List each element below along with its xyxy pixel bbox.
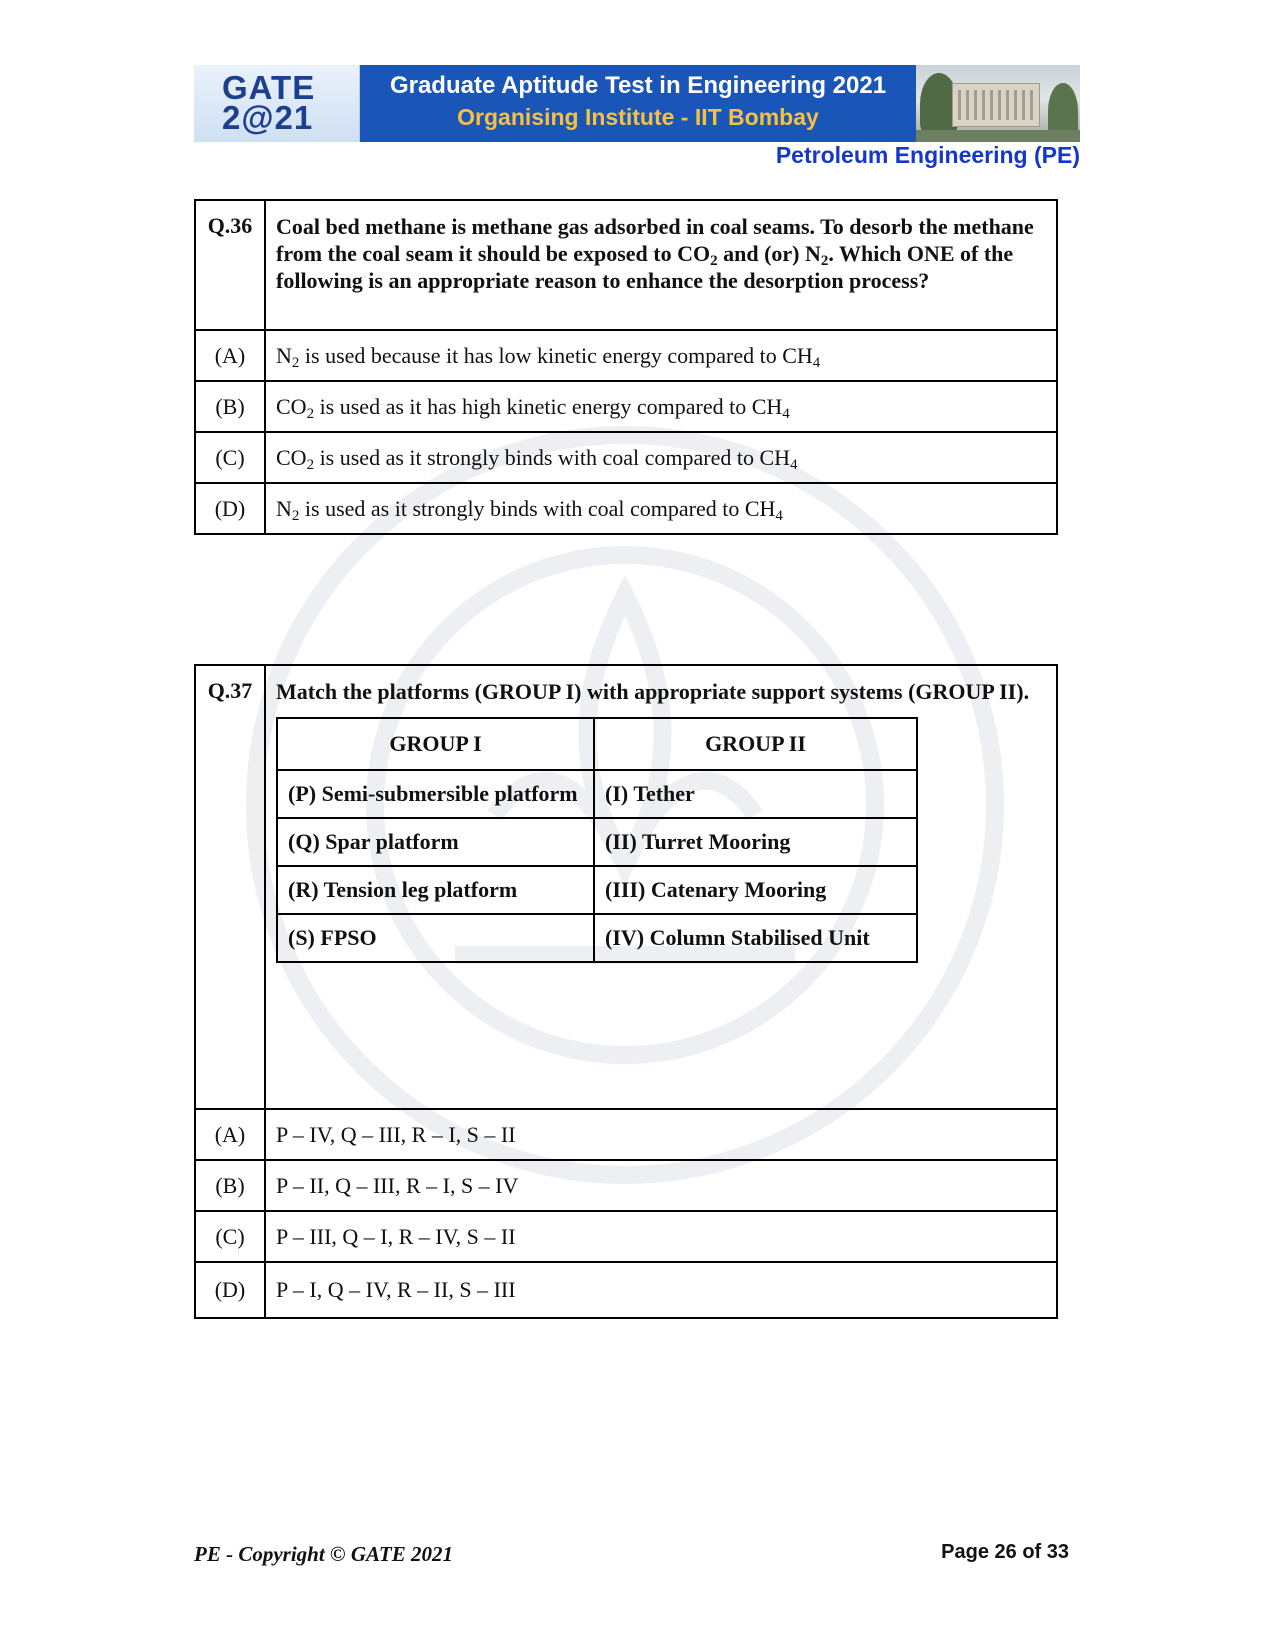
option-row[interactable]	[195, 330, 1057, 381]
gate-logo	[194, 65, 360, 142]
group1-cell: (Q) Spar platform	[277, 818, 594, 866]
header-banner	[360, 65, 916, 142]
option-row[interactable]	[195, 1211, 1057, 1262]
group2-header: GROUP II	[594, 718, 917, 770]
match-table	[276, 717, 918, 963]
question-text: Coal bed methane is methane gas adsorbed in coal seams. To desorb the methane from the coal seam it should be exposed to $CO_2$ and (or) $N_2$. Which ONE of the following is an appropriate reason to enhance the desorption process?	[265, 200, 1057, 330]
option-text: $N_2$ is used because it has low kinetic energy compared to $CH_4$	[265, 330, 1057, 381]
footer-copyright: PE - Copyright © GATE 2021	[194, 1542, 453, 1566]
option-text: $CO_2$ is used as it has high kinetic energy compared to $CH_4$	[265, 381, 1057, 432]
logo-text-year: 2@21	[222, 99, 314, 136]
match-row	[277, 866, 917, 914]
option-label: (D)	[195, 483, 265, 534]
option-row[interactable]	[195, 381, 1057, 432]
banner-subtitle: Organising Institute - IIT Bombay	[457, 104, 819, 130]
option-text: P – III, Q – I, R – IV, S – II	[265, 1211, 1057, 1262]
option-label: (A)	[195, 330, 265, 381]
question-number: Q.37	[195, 665, 265, 1109]
match-row	[277, 770, 917, 818]
campus-photo	[916, 65, 1080, 142]
option-row[interactable]	[195, 483, 1057, 534]
group1-header: GROUP I	[277, 718, 594, 770]
group2-cell: (III) Catenary Mooring	[594, 866, 917, 914]
group1-cell: (S) FPSO	[277, 914, 594, 962]
match-row	[277, 914, 917, 962]
option-text: $N_2$ is used as it strongly binds with coal compared to $CH_4$	[265, 483, 1057, 534]
question-36-table	[194, 199, 1058, 535]
group2-cell: (II) Turret Mooring	[594, 818, 917, 866]
logo-text-gate: GATE	[222, 69, 316, 106]
question-number: Q.36	[195, 200, 265, 330]
option-label: (B)	[195, 1160, 265, 1211]
option-text: P – II, Q – III, R – I, S – IV	[265, 1160, 1057, 1211]
question-prompt: Match the platforms (GROUP I) with appropriate support systems (GROUP II).	[276, 679, 1030, 704]
group2-cell: (IV) Column Stabilised Unit	[594, 914, 917, 962]
option-row[interactable]	[195, 432, 1057, 483]
group2-cell: (I) Tether	[594, 770, 917, 818]
group1-cell: (R) Tension leg platform	[277, 866, 594, 914]
option-row[interactable]	[195, 1109, 1057, 1160]
page-header	[194, 65, 1080, 142]
option-text: $CO_2$ is used as it strongly binds with coal compared to $CH_4$	[265, 432, 1057, 483]
question-37-table	[194, 664, 1058, 1319]
option-text: P – I, Q – IV, R – II, S – III	[265, 1262, 1057, 1318]
option-text: P – IV, Q – III, R – I, S – II	[265, 1109, 1057, 1160]
group1-cell: (P) Semi-submersible platform	[277, 770, 594, 818]
option-row[interactable]	[195, 1262, 1057, 1318]
match-row	[277, 818, 917, 866]
banner-title: Graduate Aptitude Test in Engineering 2021	[389, 72, 887, 99]
option-label: (A)	[195, 1109, 265, 1160]
option-label: (C)	[195, 1211, 265, 1262]
subject-title: Petroleum Engineering (PE)	[775, 142, 1080, 168]
option-label: (B)	[195, 381, 265, 432]
footer-page-number: Page 26 of 33	[941, 1541, 1069, 1563]
question-text	[265, 665, 1057, 1109]
option-row[interactable]	[195, 1160, 1057, 1211]
option-label: (D)	[195, 1262, 265, 1318]
option-label: (C)	[195, 432, 265, 483]
